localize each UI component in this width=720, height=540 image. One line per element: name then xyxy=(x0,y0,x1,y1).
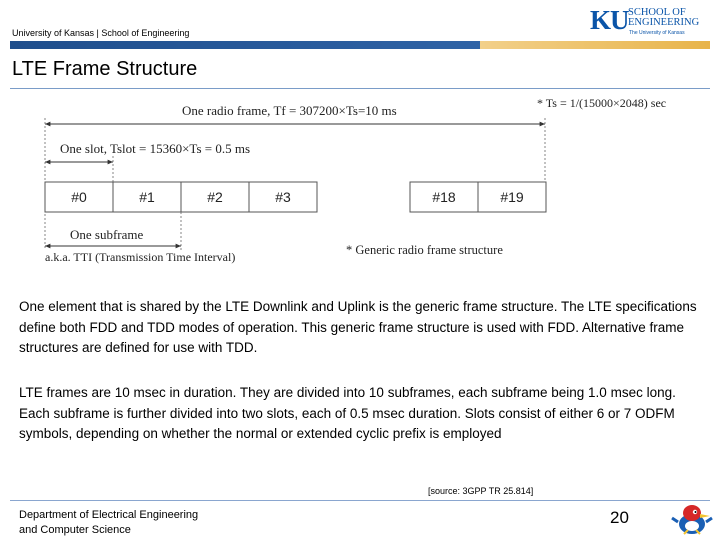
department-line-1: Department of Electrical Engineering xyxy=(19,509,199,521)
slot-label-1: #1 xyxy=(139,189,155,205)
page-number: 20 xyxy=(610,508,629,527)
logo-school-line2: ENGINEERING xyxy=(628,17,700,28)
slot-label-3: #3 xyxy=(275,189,291,205)
tti-label: a.k.a. TTI (Transmission Time Interval) xyxy=(45,250,236,264)
footer-divider xyxy=(10,500,710,501)
slot-label-0: #0 xyxy=(71,189,87,205)
radio-frame-label: One radio frame, Tf = 307200×Ts=10 ms xyxy=(182,103,397,118)
slot-label-18: #18 xyxy=(432,189,456,205)
header-bar-blue xyxy=(10,41,480,49)
frame-structure-diagram xyxy=(10,90,710,280)
header-bar-gold xyxy=(480,41,710,49)
department-name xyxy=(19,508,198,538)
source-citation: [source: 3GPP TR 25.814] xyxy=(428,486,534,496)
slide-title: LTE Frame Structure xyxy=(12,58,198,80)
logo-school-name xyxy=(628,8,699,28)
ku-school-logo xyxy=(590,7,700,39)
slot-label: One slot, Tslot = 15360×Ts = 0.5 ms xyxy=(60,141,251,156)
logo-tagline: The University of Kansas xyxy=(629,30,685,36)
ts-definition: * Ts = 1/(15000×2048) sec xyxy=(537,96,667,110)
subframe-label: One subframe xyxy=(70,227,144,242)
header-color-bar xyxy=(10,41,710,49)
body-paragraph-2: LTE frames are 10 msec in duration. They are divided into 10 subframes, each subframe being 1.0 msec long. Each subframe is further divided into two slots, each of 0.5 msec duration. Slots consist of either 6 or 7 ODFM symbols, depending on whether the normal or extended cyclic prefix is employed xyxy=(19,385,676,441)
slot-label-19: #19 xyxy=(500,189,524,205)
slot-label-2: #2 xyxy=(207,189,223,205)
diagram-caption: * Generic radio frame structure xyxy=(346,243,503,257)
title-divider xyxy=(10,88,710,89)
logo-mark: KU xyxy=(590,5,629,35)
department-line-2: and Computer Science xyxy=(19,524,131,536)
institution-header: University of Kansas | School of Engineering xyxy=(12,28,190,38)
logo-school-line1: SCHOOL OF xyxy=(628,7,686,18)
jayhawk-icon xyxy=(670,500,714,538)
body-paragraph-1: One element that is shared by the LTE Downlink and Uplink is the generic frame structure. The LTE specifications define both FDD and TDD modes of operation. This generic frame structure is used with FDD. Alternative frame structures are defined for use with TDD. xyxy=(19,299,697,355)
